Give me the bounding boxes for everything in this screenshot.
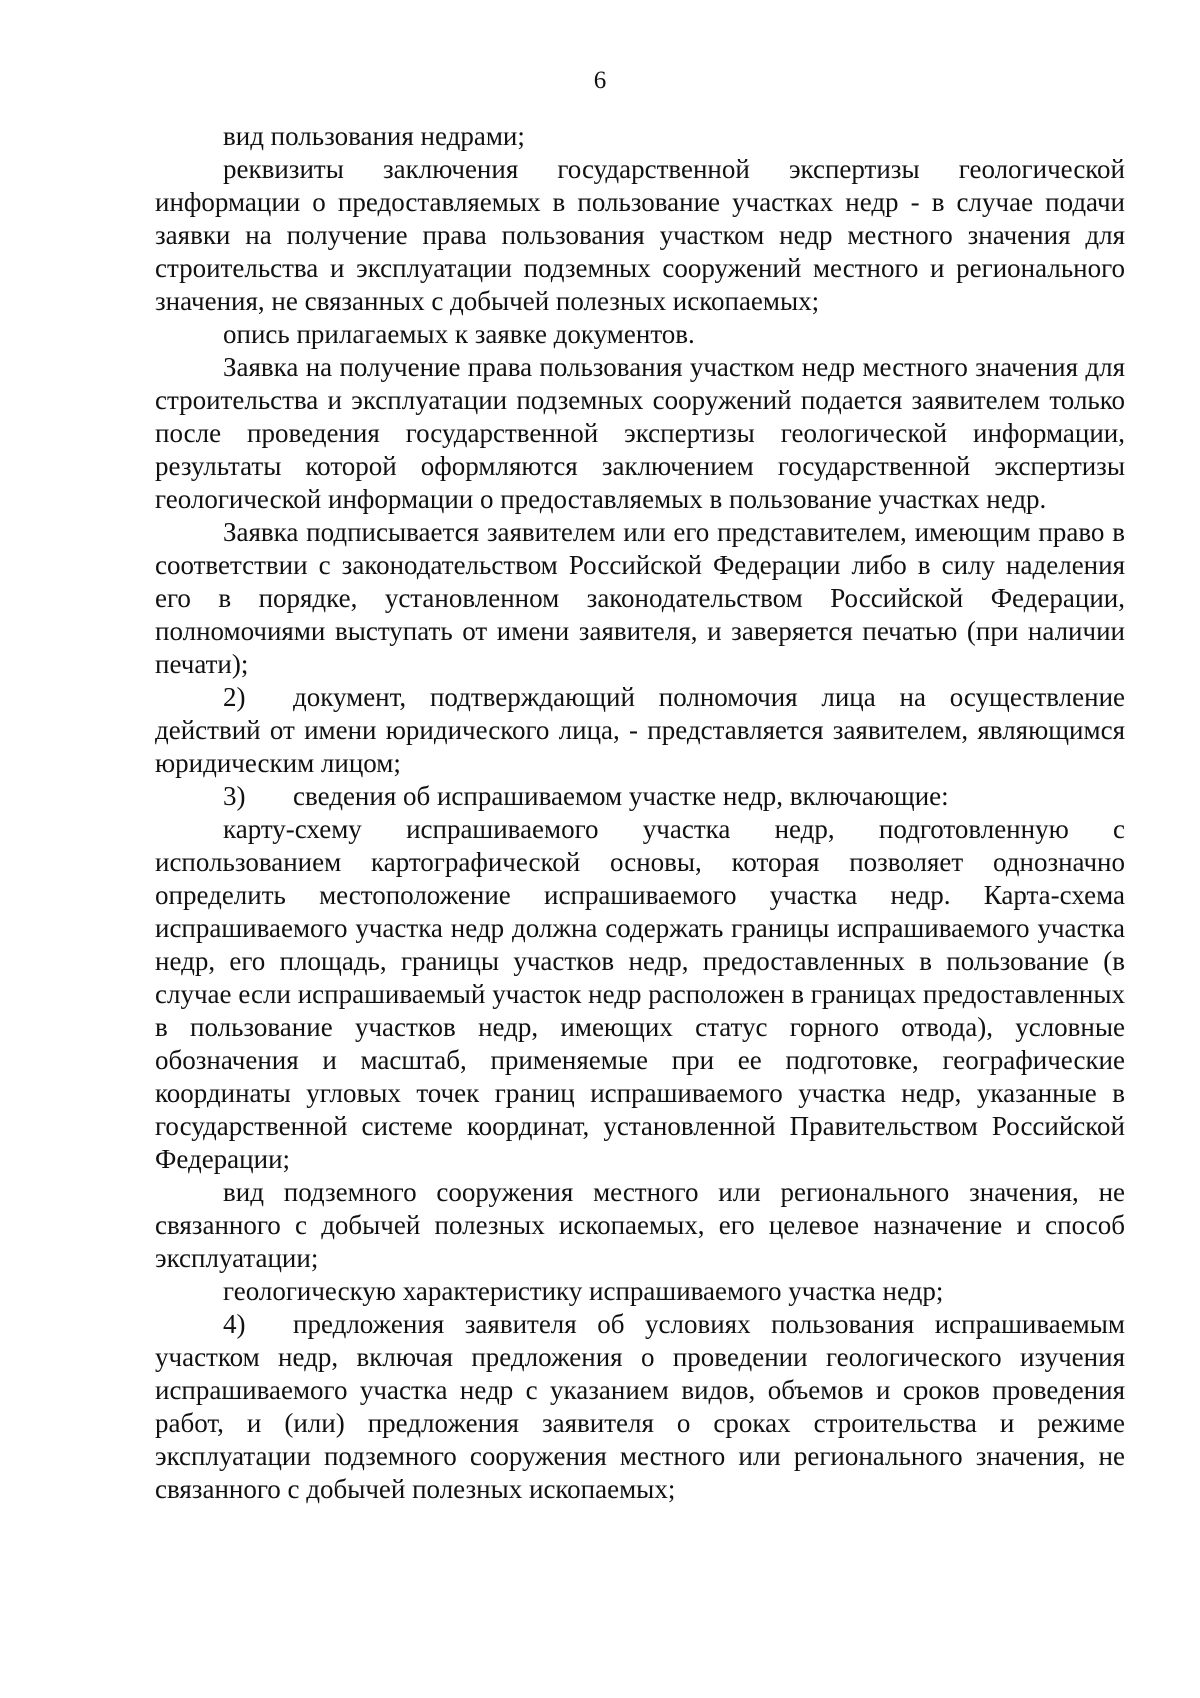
paragraph: карту-схему испрашиваемого участка недр, подготовленную с использованием картографической основы, которая позволяет однозначно определить местоположение испрашиваемого участка недр. Карта-схема испрашиваемого участка недр должна содержать границы испрашиваемого участка недр, его площадь, границы участков недр, предоставленных в пользование (в случае если испрашиваемый участок недр расположен в границах предоставленных в пользование участков недр, имеющих статус горного отвода), условные обозначения и масштаб, применяемые при ее подготовке, географические координаты угловых точек границ испрашиваемого участка недр, указанные в государственной системе координат, установленной Правительством Российской Федерации; (155, 814, 1125, 1174)
list-number: 2) (223, 682, 246, 712)
list-number: 3) (223, 781, 246, 811)
page-number: 6 (593, 67, 607, 94)
paragraph: реквизиты заключения государственной экспертизы геологической информации о предоставляемых в пользование участках недр - в случае подачи заявки на получение права пользования участком недр местного значения для строительства и эксплуатации подземных сооружений местного и регионального значения, не связанных с добычей полезных ископаемых; (155, 154, 1125, 316)
paragraph-text: сведения об испрашиваемом участке недр, включающие: (293, 781, 949, 811)
paragraph: вид пользования недрами; (223, 121, 525, 151)
paragraph: вид подземного сооружения местного или регионального значения, не связанного с добычей полезных ископаемых, его целевое назначение и способ эксплуатации; (155, 1177, 1125, 1273)
document-body (155, 120, 1125, 1506)
list-number: 4) (223, 1309, 246, 1339)
numbered-paragraph (155, 780, 1125, 813)
paragraph: Заявка на получение права пользования участком недр местного значения для строительства и эксплуатации подземных сооружений подается заявителем только после проведения государственной экспертизы геологической информации, результаты которой оформляются заключением государственной экспертизы геологической информации о предоставляемых в пользование участках недр. (155, 352, 1125, 514)
paragraph-text: предложения заявителя об условиях пользования испрашиваемым участком недр, включая предложения о проведении геологического изучения испрашиваемого участка недр с указанием видов, объемов и сроков проведения работ, и (или) предложения заявителя о сроках строительства и режиме эксплуатации подземного сооружения местного или регионального значения, не связанного с добычей полезных ископаемых; (155, 1309, 1125, 1504)
numbered-paragraph (155, 681, 1125, 780)
numbered-paragraph (155, 1308, 1125, 1506)
paragraph: Заявка подписывается заявителем или его представителем, имеющим право в соответствии с законодательством Российской Федерации либо в силу наделения его в порядке, установленном законодательством Российской Федерации, полномочиями выступать от имени заявителя, и заверяется печатью (при наличии печати); (155, 517, 1125, 679)
paragraph: геологическую характеристику испрашиваемого участка недр; (223, 1276, 944, 1306)
paragraph-text: документ, подтверждающий полномочия лица на осуществление действий от имени юридического лица, - представляется заявителем, являющимся юридическим лицом; (155, 682, 1125, 778)
paragraph: опись прилагаемых к заявке документов. (223, 319, 695, 349)
